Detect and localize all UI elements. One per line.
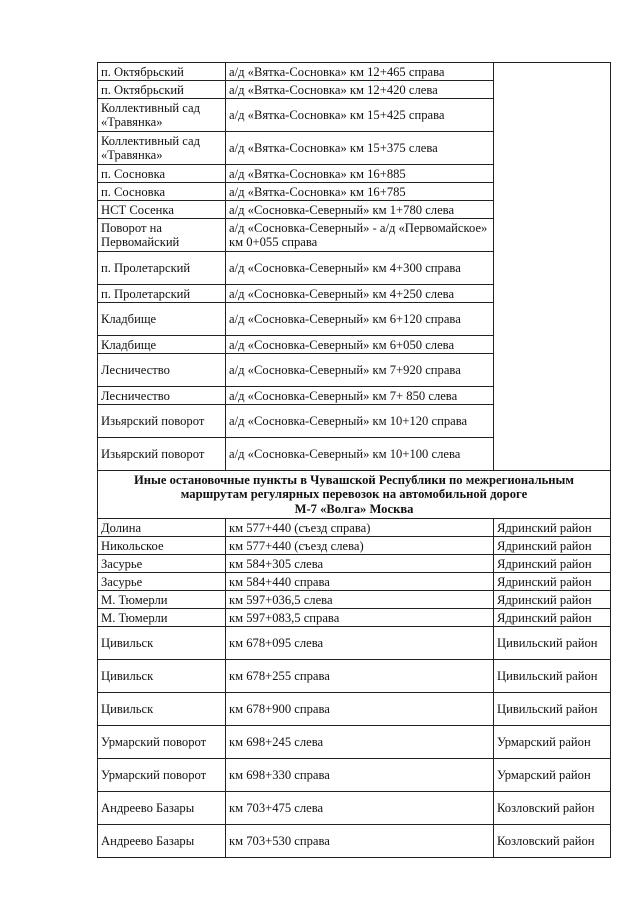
stop-name-cell: Кладбище (98, 303, 226, 336)
table-row (98, 591, 611, 609)
district-cell: Урмарский район (494, 759, 611, 792)
table-row (98, 792, 611, 825)
stop-location-cell: а/д «Сосновка-Северный» км 7+920 справа (226, 354, 494, 387)
stop-name-cell: Долина (98, 519, 226, 537)
district-cell: Ядринский район (494, 573, 611, 591)
stop-name-cell: М. Тюмерли (98, 591, 226, 609)
stop-location-cell: км 577+440 (съезд справа) (226, 519, 494, 537)
stop-name-cell: Андреево Базары (98, 825, 226, 858)
stop-name-cell: Изьярский поворот (98, 405, 226, 438)
section-heading (98, 471, 611, 519)
stop-name-cell: п. Октябрьский (98, 81, 226, 99)
stop-location-cell: км 703+530 справа (226, 825, 494, 858)
section-heading-line: маршрутам регулярных перевозок на автомобильной дороге (180, 487, 528, 502)
stop-location-cell: км 584+440 справа (226, 573, 494, 591)
stop-name-cell: Коллективный сад «Травянка» (98, 132, 226, 165)
stop-location-cell: км 597+036,5 слева (226, 591, 494, 609)
table-row (98, 825, 611, 858)
stop-name-cell: Никольское (98, 537, 226, 555)
district-cell: Ядринский район (494, 555, 611, 573)
section-heading-line: М-7 «Волга» Москва (294, 501, 414, 516)
table-row (98, 609, 611, 627)
district-cell: Цивильский район (494, 693, 611, 726)
stop-name-cell: НСТ Сосенка (98, 201, 226, 219)
district-cell: Ядринский район (494, 537, 611, 555)
stop-name-cell: Цивильск (98, 660, 226, 693)
stop-name-cell: Цивильск (98, 627, 226, 660)
district-blank-cell (494, 63, 611, 471)
stop-location-cell: а/д «Сосновка-Северный» км 6+050 слева (226, 336, 494, 354)
stop-location-cell: а/д «Сосновка-Северный» км 4+250 слева (226, 285, 494, 303)
district-cell: Ядринский район (494, 591, 611, 609)
stop-location-cell: км 703+475 слева (226, 792, 494, 825)
district-cell: Ядринский район (494, 519, 611, 537)
stop-name-cell: Кладбище (98, 336, 226, 354)
stop-name-cell: Изьярский поворот (98, 438, 226, 471)
stop-name-cell: п. Октябрьский (98, 63, 226, 81)
stop-location-cell: км 678+095 слева (226, 627, 494, 660)
section-heading-line: Иные остановочные пункты в Чувашской Республики по межрегиональным (134, 472, 574, 487)
stop-location-cell: а/д «Сосновка-Северный» км 10+100 слева (226, 438, 494, 471)
stop-location-cell: а/д «Сосновка-Северный» - а/д «Первомайское» км 0+055 справа (226, 219, 494, 252)
stop-location-cell: а/д «Вятка-Сосновка» км 12+465 справа (226, 63, 494, 81)
stop-name-cell: Цивильск (98, 693, 226, 726)
bus-stops-table (97, 62, 611, 858)
district-cell: Урмарский район (494, 726, 611, 759)
stop-location-cell: а/д «Вятка-Сосновка» км 16+785 (226, 183, 494, 201)
stop-location-cell: а/д «Сосновка-Северный» км 10+120 справа (226, 405, 494, 438)
stop-location-cell: а/д «Сосновка-Северный» км 1+780 слева (226, 201, 494, 219)
stop-location-cell: а/д «Вятка-Сосновка» км 15+425 справа (226, 99, 494, 132)
table-row (98, 726, 611, 759)
stop-name-cell: п. Пролетарский (98, 252, 226, 285)
district-cell: Ядринский район (494, 609, 611, 627)
stop-location-cell: а/д «Сосновка-Северный» км 7+ 850 слева (226, 387, 494, 405)
stop-location-cell: км 678+900 справа (226, 693, 494, 726)
district-cell: Козловский район (494, 792, 611, 825)
stop-name-cell: Коллективный сад «Травянка» (98, 99, 226, 132)
table-row (98, 537, 611, 555)
stop-location-cell: км 597+083,5 справа (226, 609, 494, 627)
table-row (98, 519, 611, 537)
table-row (98, 759, 611, 792)
stop-location-cell: км 577+440 (съезд слева) (226, 537, 494, 555)
table-row (98, 63, 611, 81)
stop-location-cell: а/д «Вятка-Сосновка» км 12+420 слева (226, 81, 494, 99)
stop-name-cell: Урмарский поворот (98, 759, 226, 792)
stop-location-cell: км 698+330 справа (226, 759, 494, 792)
district-cell: Козловский район (494, 825, 611, 858)
stop-location-cell: а/д «Сосновка-Северный» км 6+120 справа (226, 303, 494, 336)
table-row (98, 693, 611, 726)
stop-name-cell: Андреево Базары (98, 792, 226, 825)
district-cell: Цивильский район (494, 627, 611, 660)
stop-location-cell: а/д «Вятка-Сосновка» км 15+375 слева (226, 132, 494, 165)
stop-name-cell: Лесничество (98, 387, 226, 405)
stop-name-cell: п. Пролетарский (98, 285, 226, 303)
district-cell: Цивильский район (494, 660, 611, 693)
stop-name-cell: М. Тюмерли (98, 609, 226, 627)
table-row (98, 627, 611, 660)
table-row (98, 555, 611, 573)
section-header-row (98, 471, 611, 519)
stop-name-cell: Поворот на Первомайский (98, 219, 226, 252)
stop-name-cell: Лесничество (98, 354, 226, 387)
stop-name-cell: Засурье (98, 555, 226, 573)
table-row (98, 573, 611, 591)
stop-location-cell: км 584+305 слева (226, 555, 494, 573)
stop-location-cell: км 678+255 справа (226, 660, 494, 693)
stop-location-cell: а/д «Вятка-Сосновка» км 16+885 (226, 165, 494, 183)
stop-name-cell: п. Сосновка (98, 165, 226, 183)
stop-name-cell: Засурье (98, 573, 226, 591)
stop-location-cell: а/д «Сосновка-Северный» км 4+300 справа (226, 252, 494, 285)
table-row (98, 660, 611, 693)
stop-location-cell: км 698+245 слева (226, 726, 494, 759)
stop-name-cell: Урмарский поворот (98, 726, 226, 759)
stop-name-cell: п. Сосновка (98, 183, 226, 201)
